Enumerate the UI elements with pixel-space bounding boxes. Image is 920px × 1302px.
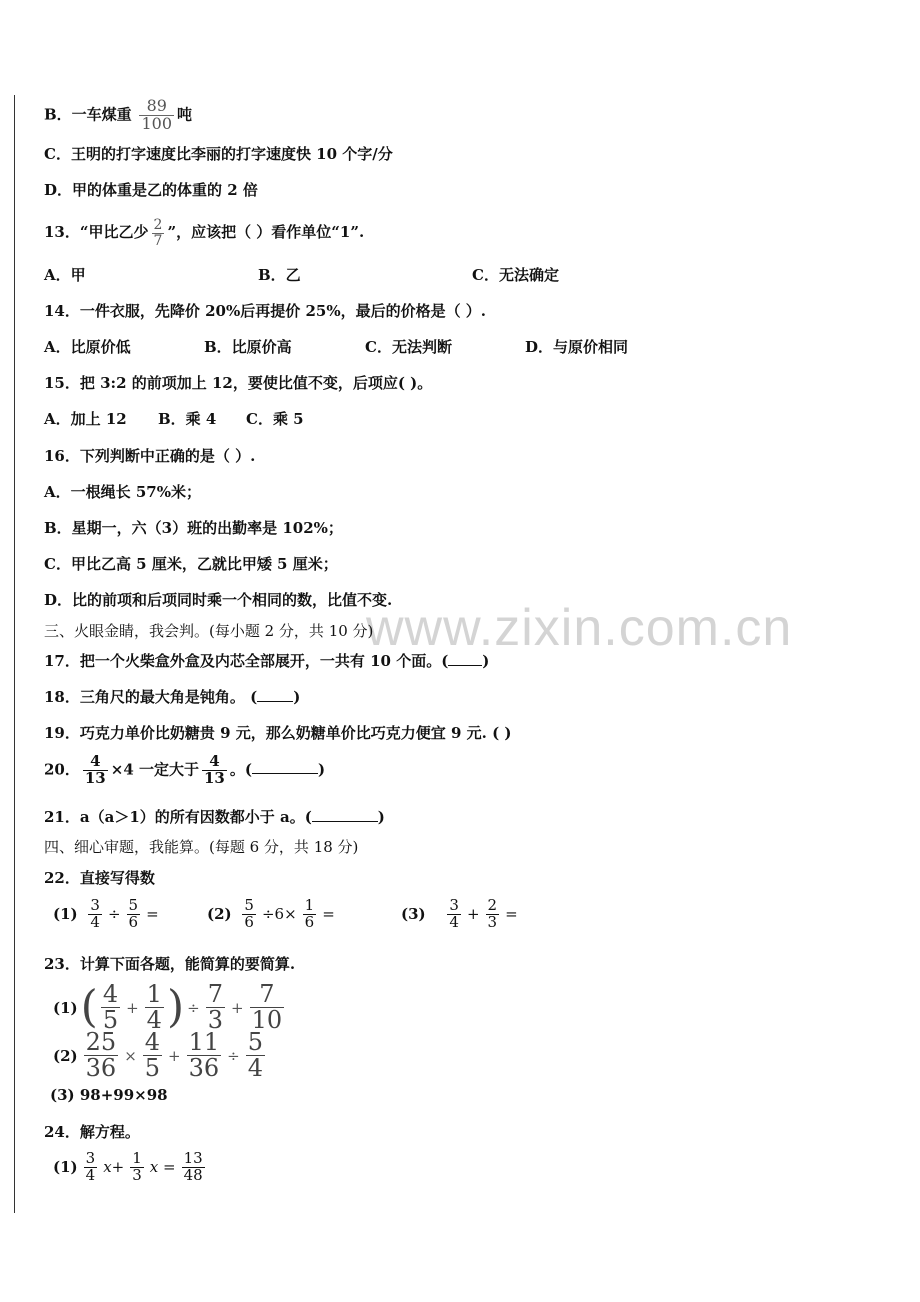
watermark: www.zixin.com.cn: [366, 599, 793, 657]
question-24: 24．解方程。: [44, 1123, 140, 1141]
q14-option-c: C．无法判断: [365, 338, 452, 356]
q14-option-b: B．比原价高: [204, 338, 292, 356]
q16-option-d: D．比的前项和后项同时乘一个相同的数，比值不变.: [44, 591, 393, 609]
fraction: $\frac{7}{3}$: [207, 980, 223, 1035]
q22-part-3: (3) $\frac{3}{4}$ + $\frac{2}{3}$ =: [401, 896, 518, 931]
fraction: $\frac{4}{5}$: [144, 1028, 161, 1083]
fraction: $\frac{2}{3}$: [487, 896, 498, 931]
q16-option-c: C．甲比乙高 5 厘米，乙就比甲矮 5 厘米；: [44, 555, 338, 573]
section-4-heading: 四、细心审题，我能算。(每题 6 分，共 18 分): [44, 838, 359, 856]
fraction: $\frac{89}{100}$: [141, 96, 173, 133]
answer-blank[interactable]: [312, 821, 378, 822]
q22-part-1: (1) $\frac{3}{4}$ ÷ $\frac{5}{6}$ =: [53, 896, 159, 931]
fraction: $\frac{4}{5}$: [102, 980, 119, 1035]
q12-option-b: B．一车煤重 $\frac{89}{100}$ 吨: [44, 96, 193, 133]
answer-blank[interactable]: [257, 701, 293, 702]
question-17: 17．把一个火柴盒外盒及内芯全部展开，一共有 10 个面。( ): [44, 652, 490, 670]
question-20: 20． $\frac{4}{13}$ ×4 一定大于 $\frac{4}{13}$ 。( ): [44, 752, 326, 787]
q23-part-1: (1)( $\frac{4}{5}$ + $\frac{1}{4}$ ) ÷ $\frac{7}{3}$ + $\frac{7}{10}$: [53, 980, 283, 1035]
q12-option-c: C．王明的打字速度比李丽的打字速度快 10 个字/分: [44, 145, 393, 163]
fraction: $\frac{5}{6}$: [128, 896, 139, 931]
question-22: 22．直接写得数: [44, 869, 155, 887]
q12-option-d: D．甲的体重是乙的体重的 2 倍: [44, 181, 258, 199]
fraction: $\frac{4}{13}$: [203, 752, 225, 787]
fraction: $\frac{7}{10}$: [251, 980, 283, 1035]
q14-option-d: D．与原价相同: [525, 338, 629, 356]
q15-option-c: C．乘 5: [246, 410, 304, 428]
q24-part-1: (1) $\frac{3}{4}$ x+ $\frac{1}{3}$ x = $\frac{13}{48}$: [53, 1149, 203, 1184]
q14-option-a: A．比原价低: [44, 338, 131, 356]
q13-option-b: B．乙: [258, 266, 301, 284]
question-23: 23．计算下面各题，能简算的要简算.: [44, 955, 296, 973]
q15-option-b: B．乘 4: [158, 410, 217, 428]
question-18: 18．三角尺的最大角是钝角。 ( ): [44, 688, 301, 706]
q23-part-2: (2) $\frac{25}{36}$ × $\frac{4}{5}$ + $\frac{11}{36}$ ÷ $\frac{5}{4}$: [53, 1028, 264, 1083]
fraction: $\frac{25}{36}$: [85, 1028, 117, 1083]
question-15: 15．把 3:2 的前项加上 12，要使比值不变，后项应( )。: [44, 374, 433, 392]
fraction: $\frac{11}{36}$: [188, 1028, 220, 1083]
fraction: $\frac{5}{4}$: [247, 1028, 264, 1083]
question-21: 21．a（a＞1）的所有因数都小于 a。( ): [44, 808, 385, 826]
question-19: 19．巧克力单价比奶糖贵 9 元，那么奶糖单价比巧克力便宜 9 元. ( ): [44, 724, 512, 742]
q13-option-c: C．无法确定: [472, 266, 559, 284]
fraction: $\frac{1}{4}$: [146, 980, 162, 1035]
fraction: $\frac{2}{7}$: [153, 217, 163, 249]
question-14: 14．一件衣服，先降价 20%后再提价 25%，最后的价格是（ ）.: [44, 302, 487, 320]
q23-part-3: (3) 98+99×98: [50, 1086, 168, 1104]
answer-blank[interactable]: [252, 773, 318, 774]
q13-option-a: A．甲: [44, 266, 86, 284]
fraction: $\frac{1}{3}$: [132, 1149, 142, 1184]
section-3-heading: 三、火眼金睛，我会判。(每小题 2 分，共 10 分): [44, 622, 374, 640]
question-16: 16．下列判断中正确的是（ ）.: [44, 447, 256, 465]
margin-line: [14, 95, 15, 1213]
question-13: 13．“甲比乙少 $\frac{2}{7}$ ”，应该把（ ）看作单位“1”.: [44, 217, 365, 249]
fraction: $\frac{5}{6}$: [244, 896, 254, 931]
fraction: $\frac{3}{4}$: [90, 896, 100, 931]
fraction: $\frac{13}{48}$: [183, 1149, 203, 1184]
q22-part-2: (2) $\frac{5}{6}$ ÷6× $\frac{1}{6}$ =: [207, 896, 335, 931]
answer-blank[interactable]: [448, 665, 482, 666]
q16-option-a: A．一根绳长 57%米；: [44, 483, 201, 501]
fraction: $\frac{4}{13}$: [84, 752, 106, 787]
q16-option-b: B．星期一，六（3）班的出勤率是 102%；: [44, 519, 343, 537]
fraction: $\frac{3}{4}$: [85, 1149, 96, 1184]
fraction: $\frac{1}{6}$: [304, 896, 315, 931]
q15-option-a: A．加上 12: [44, 410, 127, 428]
fraction: $\frac{3}{4}$: [449, 896, 459, 931]
